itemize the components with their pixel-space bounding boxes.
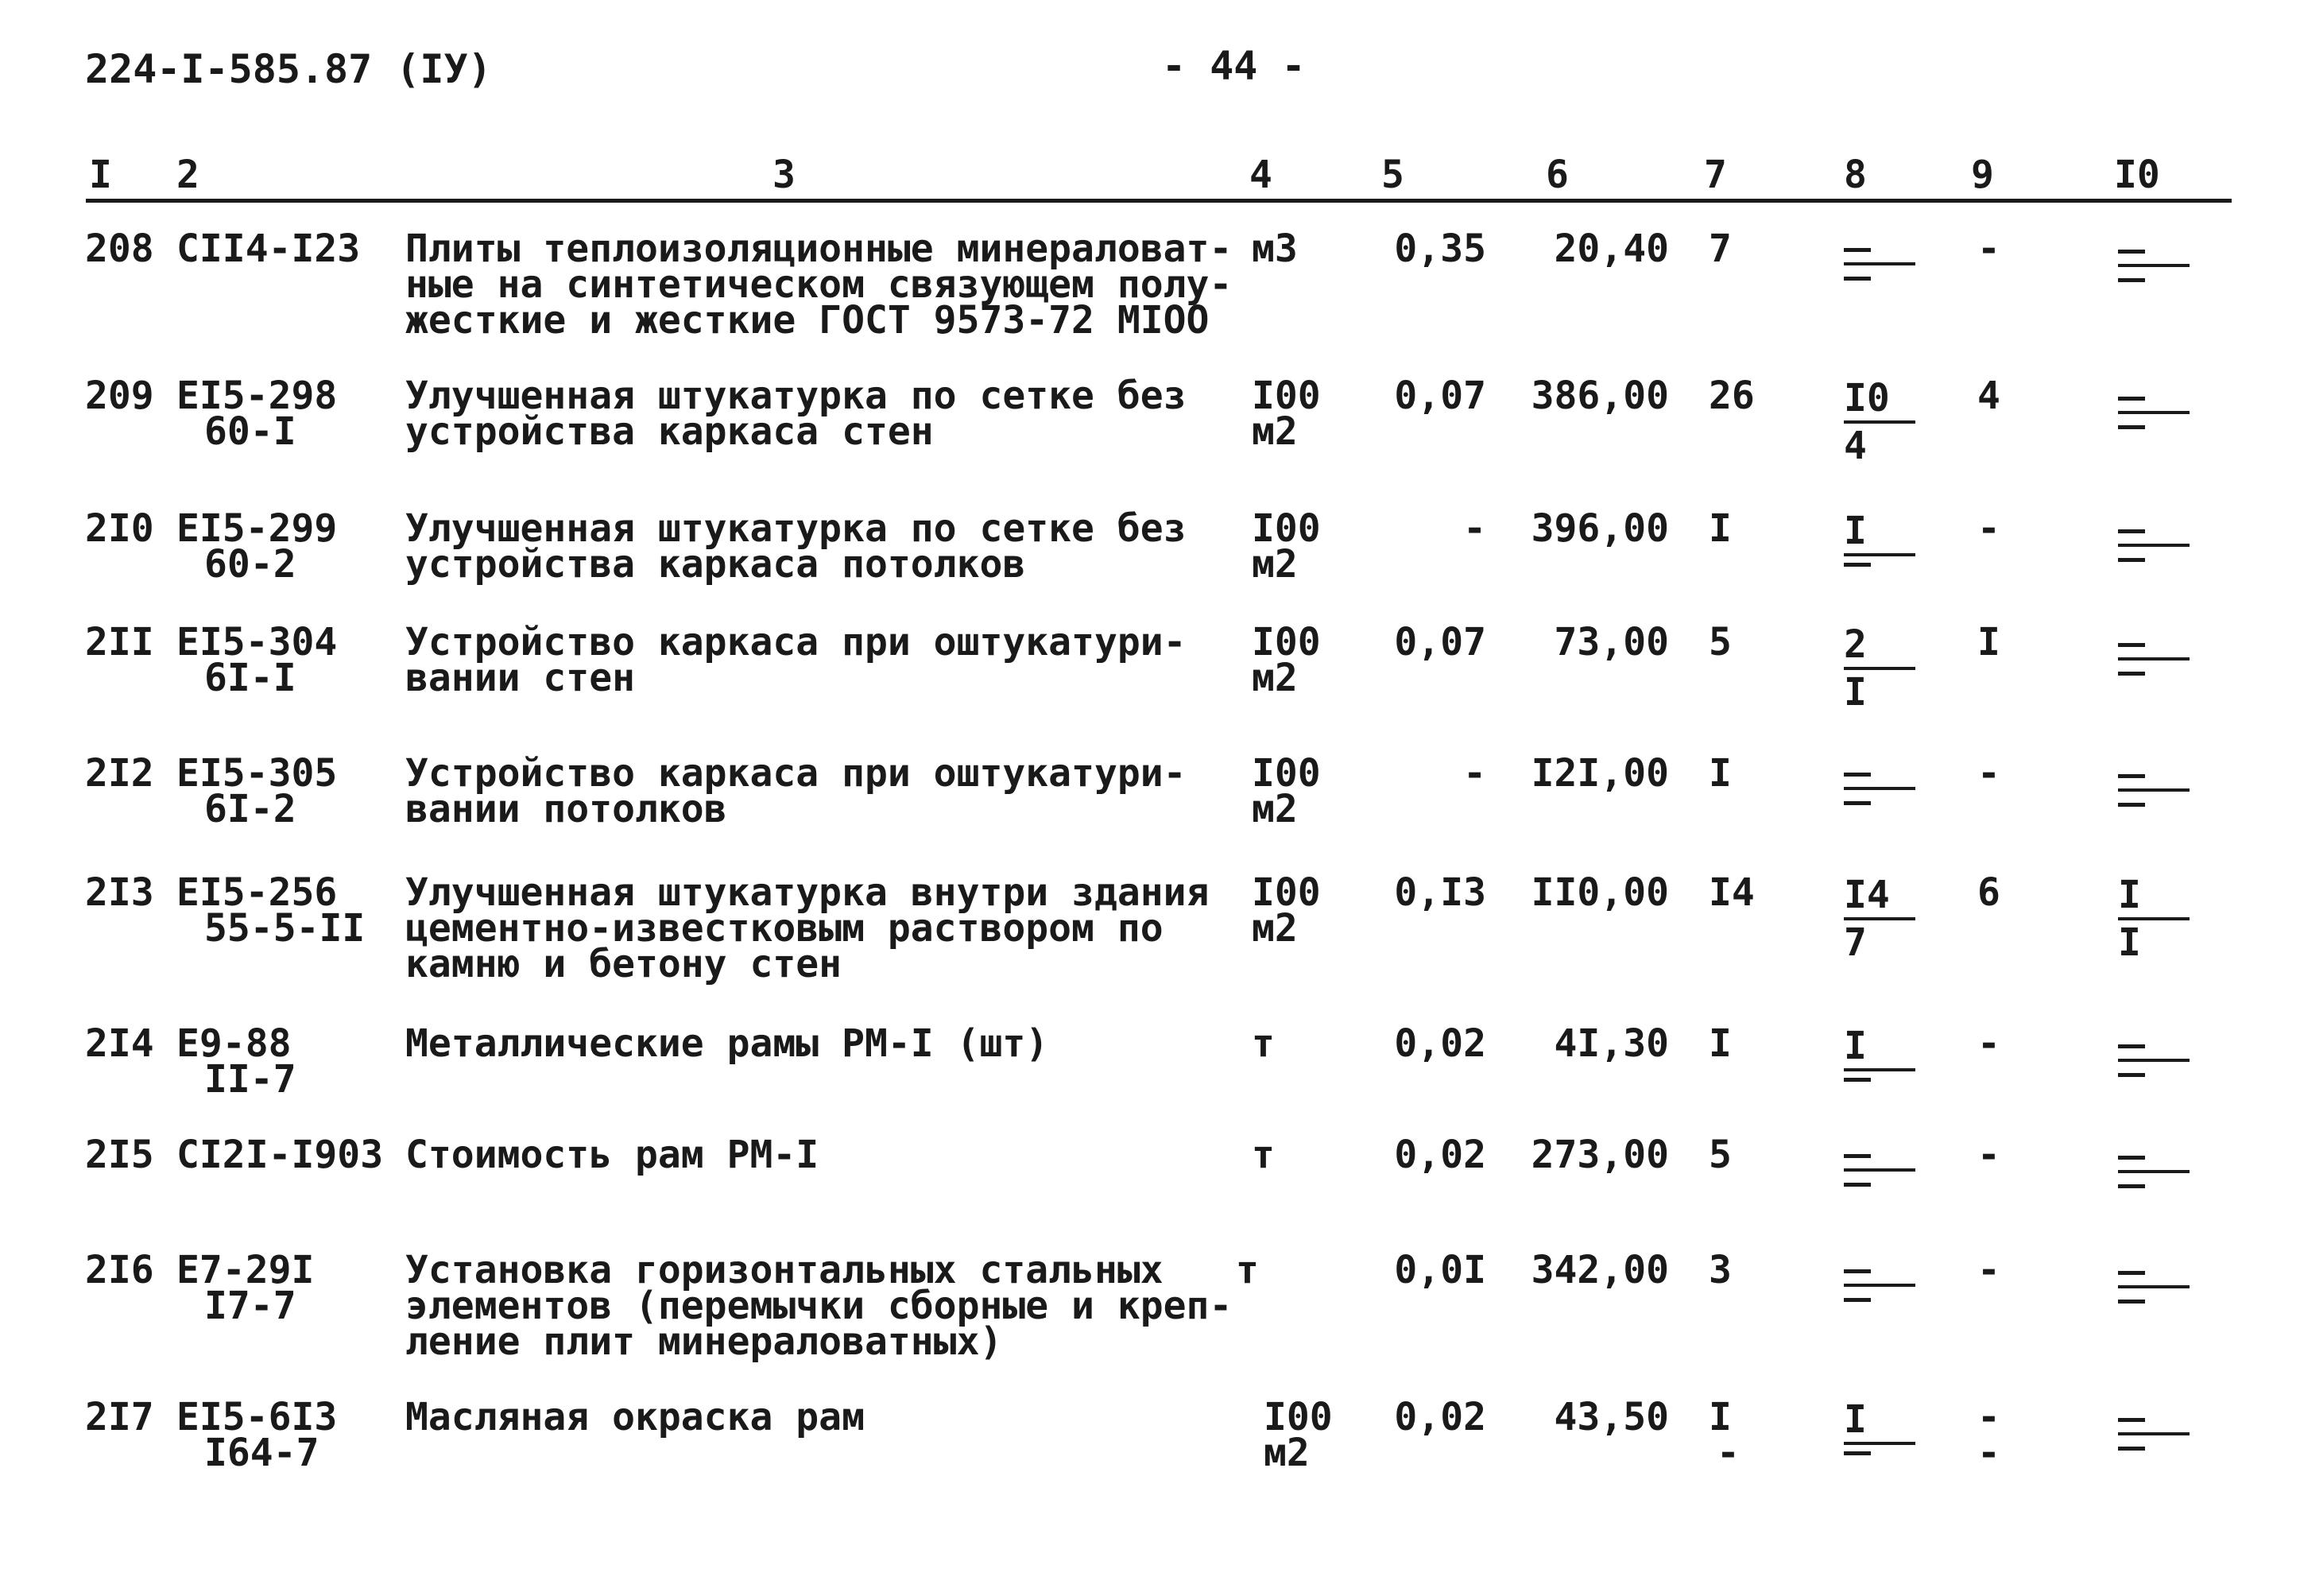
unit: т [1252,1021,1275,1066]
wage-value: I [1844,509,1867,553]
row-number: 208 [85,227,154,271]
work-description-line-2: элементов (перемычки сборные и креп- [405,1284,1233,1328]
wage-value: I [1844,1024,1867,1068]
dash-mark [1844,1269,1871,1273]
total-cost: I [1709,1021,1732,1066]
work-description-line-1: Улучшенная штукатурка по сетке без [405,506,1187,551]
work-description-line-2: вании потолков [405,787,727,831]
dash-mark [1844,1183,1871,1187]
fraction-bar [1844,1442,1915,1445]
fraction-bar [1844,787,1915,790]
work-description-line-1: Плиты теплоизоляционные минераловат- [405,227,1233,271]
column-header-6: 6 [1546,153,1569,197]
page-number: - 44 - [1162,43,1306,89]
work-description-line-2: вании стен [405,656,635,700]
rate-code-sub: I64-7 [204,1431,319,1475]
rate-code: CI2I-I903 [176,1133,384,1177]
machine-cost: - [1977,751,2000,796]
wage-sub-value: I [1844,670,1867,715]
dash-mark [2118,1447,2145,1451]
unit: I00 [1264,1395,1333,1439]
work-description-line-2: устройства каркаса стен [405,409,934,454]
unit-price: 4I,30 [1554,1021,1669,1066]
unit-price: 73,00 [1554,620,1669,664]
rate-code: E7-29I [176,1248,315,1292]
unit-sub: м2 [1252,409,1298,454]
work-description-line-1: Устройство каркаса при оштукатури- [405,751,1187,796]
dash-mark [2118,1184,2145,1188]
dash-mark [1844,773,1871,777]
dash-mark [2118,1044,2145,1048]
machine-cost: 4 [1977,374,2000,418]
fraction-bar [1844,262,1915,265]
column-header-9: 9 [1971,153,1994,197]
work-description-line-2: цементно-известковым раствором по [405,906,1164,951]
total-cost: 5 [1709,620,1732,664]
dash-mark [1844,277,1871,281]
total-cost: I [1709,751,1732,796]
unit-sub: м2 [1264,1431,1310,1475]
quantity: 0,02 [1394,1133,1486,1177]
row-number: 2I2 [85,751,154,796]
unit-price: 43,50 [1554,1395,1669,1439]
machine-cost: - [1977,1133,2000,1177]
work-description-line-1: Устройство каркаса при оштукатури- [405,620,1187,664]
total-cost: 26 [1709,374,1755,418]
work-description-line-3: камню и бетону стен [405,942,842,986]
dash-mark [2118,1271,2145,1275]
total-cost: 3 [1709,1248,1732,1292]
rate-code: EI5-305 [176,751,338,796]
fraction-bar [2118,411,2190,414]
dash-mark [2118,529,2145,533]
dash-mark [2118,1073,2145,1077]
rate-code: EI5-299 [176,506,338,551]
dash-mark [1844,1451,1871,1455]
total-cost: I [1709,506,1732,551]
fraction-bar [2118,1059,2190,1062]
unit-price: 342,00 [1531,1248,1669,1292]
quantity: 0,02 [1394,1021,1486,1066]
total-cost: 7 [1709,227,1732,271]
dash-mark [2118,1156,2145,1160]
unit-price: 396,00 [1531,506,1669,551]
fraction-bar [2118,1170,2190,1173]
fraction-bar [1844,553,1915,556]
quantity: 0,07 [1394,374,1486,418]
labor-value: I [2118,873,2141,917]
unit-price: II0,00 [1531,870,1669,915]
unit: I00 [1252,506,1321,551]
fraction-bar [2118,1432,2190,1435]
column-header-3: 3 [772,153,796,197]
dash-mark [2118,1418,2145,1422]
machine-cost: - [1977,1395,2000,1439]
dash-mark [2118,558,2145,562]
total-cost: 5 [1709,1133,1732,1177]
row-number: 2I4 [85,1021,154,1066]
machine-cost: - [1977,227,2000,271]
quantity: 0,I3 [1394,870,1486,915]
unit: т [1236,1248,1259,1292]
row-number: 2I6 [85,1248,154,1292]
unit-price: 20,40 [1554,227,1669,271]
machine-cost-sub: - [1977,1431,2000,1475]
dash-mark [2118,425,2145,429]
dash-mark [2118,774,2145,778]
labor-sub-value: I [2118,920,2141,965]
fraction-bar [2118,544,2190,547]
dash-mark [1844,1298,1871,1302]
total-cost: I4 [1709,870,1755,915]
unit-price: I2I,00 [1531,751,1669,796]
rate-code-sub: I7-7 [204,1284,296,1328]
rate-code: E9-88 [176,1021,292,1066]
wage-value: I [1844,1397,1867,1442]
wage-value: 2 [1844,622,1867,667]
quantity: 0,07 [1394,620,1486,664]
work-description-line-1: Улучшенная штукатурка по сетке без [405,374,1187,418]
unit: I00 [1252,870,1321,915]
fraction-bar [1844,1168,1915,1172]
column-header-4: 4 [1249,153,1272,197]
work-description-line-3: жесткие и жесткие ГОСТ 9573-72 MIOO [405,298,1210,343]
dash-mark [2118,1300,2145,1304]
row-number: 2II [85,620,154,664]
machine-cost: - [1977,506,2000,551]
row-number: 209 [85,374,154,418]
work-description-line-1: Установка горизонтальных стальных [405,1248,1164,1292]
dash-mark [2118,278,2145,282]
rate-code: CII4-I23 [176,227,361,271]
dash-mark [2118,672,2145,676]
dash-mark [1844,801,1871,805]
rate-code-sub: 6I-I [204,656,296,700]
column-header-7: 7 [1704,153,1727,197]
quantity: - [1463,506,1486,551]
row-number: 2I3 [85,870,154,915]
wage-sub-value: 4 [1844,424,1867,468]
machine-cost: - [1977,1021,2000,1066]
column-header-8: 8 [1844,153,1867,197]
unit: I00 [1252,751,1321,796]
unit-sub: м2 [1252,906,1298,951]
dash-mark [2118,803,2145,807]
dash-mark [2118,643,2145,647]
fraction-bar [2118,657,2190,660]
work-description-line-1: Металлические рамы РМ-I (шт) [405,1021,1049,1066]
rate-code: EI5-304 [176,620,338,664]
unit: т [1252,1133,1275,1177]
fraction-bar [1844,1284,1915,1287]
wage-value: I4 [1844,873,1890,917]
dash-mark [2118,397,2145,401]
rate-code-sub: II-7 [204,1057,296,1102]
column-header-5: 5 [1381,153,1404,197]
dash-mark [1844,248,1871,252]
unit-price: 273,00 [1531,1133,1669,1177]
machine-cost: 6 [1977,870,2000,915]
work-description-line-1: Стоимость рам РМ-I [405,1133,819,1177]
row-number: 2I5 [85,1133,154,1177]
row-number: 2I0 [85,506,154,551]
rate-code: EI5-256 [176,870,338,915]
work-description-line-1: Улучшенная штукатурка внутри здания [405,870,1210,915]
total-cost-sub: - [1717,1431,1740,1475]
work-description-line-2: устройства каркаса потолков [405,542,1026,587]
machine-cost: I [1977,620,2000,664]
quantity: 0,02 [1394,1395,1486,1439]
row-number: 2I7 [85,1395,154,1439]
unit-sub: м2 [1252,656,1298,700]
work-description-line-1: Масляная окраска рам [405,1395,865,1439]
dash-mark [1844,1078,1871,1082]
rate-code-sub: 55-5-II [204,906,366,951]
unit-sub: м2 [1252,542,1298,587]
unit: I00 [1252,374,1321,418]
wage-sub-value: 7 [1844,920,1867,965]
fraction-bar [1844,1068,1915,1071]
rate-code: EI5-298 [176,374,338,418]
dash-mark [1844,1154,1871,1158]
fraction-bar [2118,1285,2190,1288]
work-description-line-3: ление плит минераловатных) [405,1319,1003,1364]
wage-value: I0 [1844,376,1890,420]
rate-code-sub: 6I-2 [204,787,296,831]
quantity: 0,35 [1394,227,1486,271]
column-header-1: I [89,153,112,197]
column-header-2: 2 [176,153,199,197]
rate-code: EI5-6I3 [176,1395,338,1439]
unit-price: 386,00 [1531,374,1669,418]
column-header-10: I0 [2114,153,2160,197]
total-cost: I [1709,1395,1732,1439]
quantity: 0,0I [1394,1248,1486,1292]
unit-sub: м2 [1252,787,1298,831]
quantity: - [1463,751,1486,796]
unit: I00 [1252,620,1321,664]
unit: м3 [1252,227,1298,271]
rate-code-sub: 60-2 [204,542,296,587]
document-code: 224-I-585.87 (IУ) [85,46,492,92]
fraction-bar [2118,264,2190,267]
machine-cost: - [1977,1248,2000,1292]
header-underline [86,199,2232,203]
rate-code-sub: 60-I [204,409,296,454]
dash-mark [2118,250,2145,254]
work-description-line-2: ные на синтетическом связующем полу- [405,262,1233,307]
fraction-bar [2118,788,2190,792]
dash-mark [1844,563,1871,567]
